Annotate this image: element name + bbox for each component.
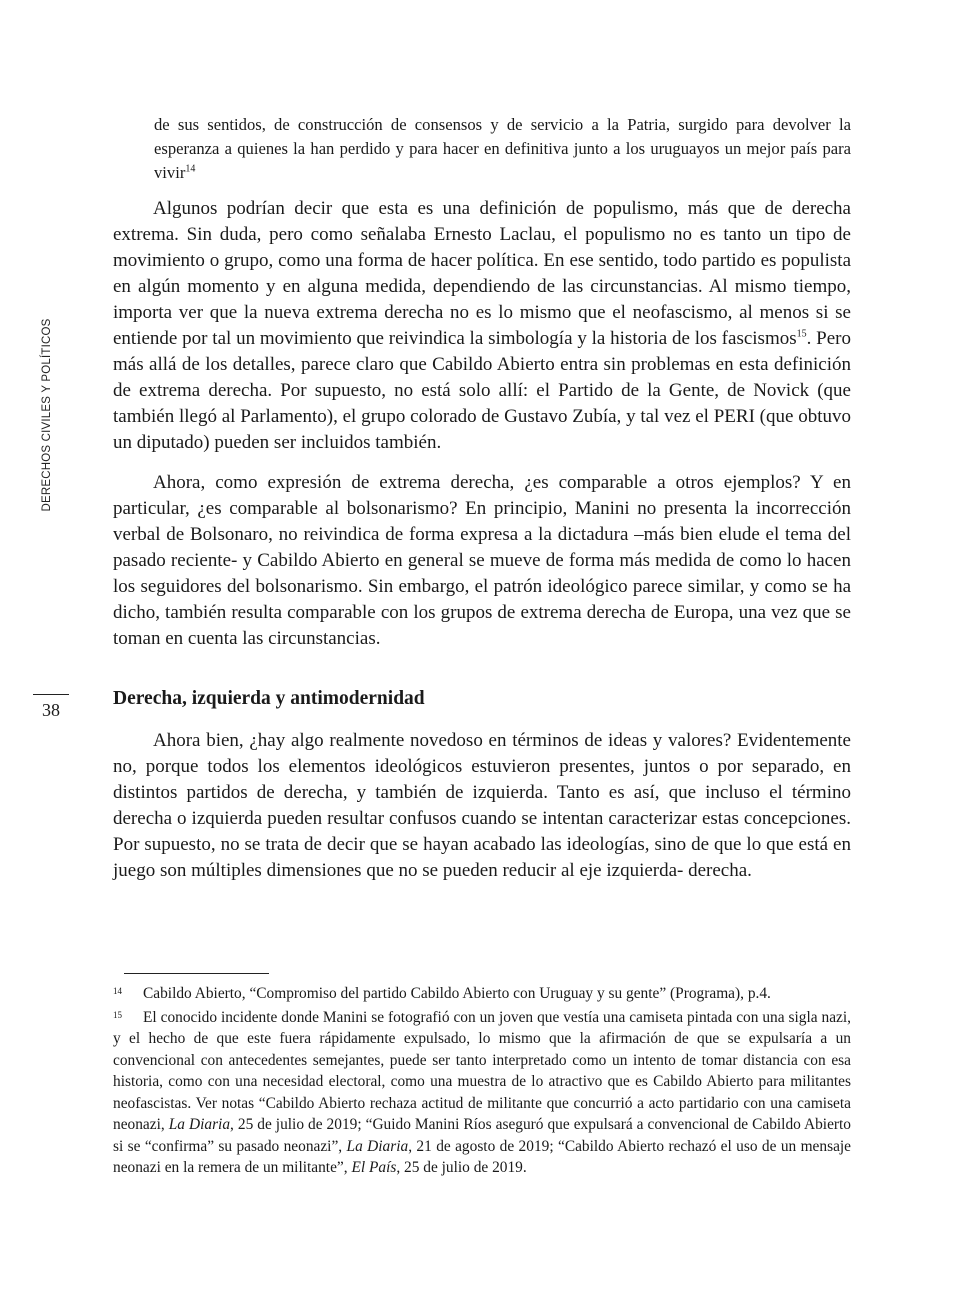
running-section-label: DERECHOS CIVILES Y POLÍTICOS: [41, 318, 53, 512]
page-number: 38: [42, 700, 60, 720]
paragraph-text: Algunos podrían decir que esta es una definición de populismo, más que de derecha extrema. Sin duda, pero como señalaba Ernesto Laclau, el populismo no es tanto un tipo de movimiento o grupo, como una forma de hacer política. En ese sentido, todo partido es populista en algún momento y en alguna medida, dependiendo de las circunstancias. Al mismo tiempo, importa ver que la nueva extrema derecha no es lo mismo que el neofascismo, al menos si se entiende por tal un movimiento que reivindica la simbología y la historia de los fascismos: [113, 198, 851, 349]
publication-name: La Diaria: [346, 1137, 409, 1155]
paragraph: Ahora bien, ¿hay algo realmente novedoso en términos de ideas y valores? Evidentemente no, porque todos los elementos ideológicos estuvieron presentes, juntos o por separado, en distintos partidos de derecha, y también de izquierda. Tanto es así, que incluso el término derecha o izquierda pueden resultar confusos cuando se intentan caracterizar estas concepciones. Por supuesto, no se trata de decir que se hayan acabado las ideologías, sino de que lo que está en juego son múltiples dimensiones que no se pueden reducir al eje izquierda- derecha.: [113, 730, 851, 881]
quote-text: de sus sentidos, de construcción de consensos y de servicio a la Patria, surgido para devolver la esperanza a quienes la han perdido y para hacer en definitiva junto a los uruguayos un mejor país para vivir: [154, 115, 851, 182]
footnote-number: 15: [113, 1009, 122, 1020]
footnote-text: , 25 de julio de 2019.: [396, 1159, 527, 1176]
footnote-text: El conocido incidente donde Manini se fotografió con un joven que vestía una camiseta pintada con una sigla nazi, y el hecho de que este fuera rápidamente expulsado, lo mismo que la afirmación de que se expulsaría a un convencional con antecedentes semejantes, puede ser tanto interpretado como un intento de tomar distancia con esa historia, como con una necesidad electoral, como una muestra de lo atractivo que es Cabildo Abierto para militantes neofascistas. Ver notas “Cabildo Abierto rechaza actitud de militante que concurrió a acto partidario con una camiseta neonazi,: [113, 1008, 851, 1133]
section-heading: Derecha, izquierda y antimodernidad: [113, 688, 425, 709]
paragraph-text: . Pero más allá de los detalles, parece claro que Cabildo Abierto entra sin problemas en esta definición de extrema derecha. Por supuesto, no está solo allí: el Partido de la Gente, de Novick (que también llegó al Parlamento), el grupo colorado de Gustavo Zubía, y tal vez el PERI (que obtuvo un diputado) pueden ser incluidos también.: [113, 328, 852, 453]
footnote: [113, 981, 851, 1005]
footnote-text: , 21 de agosto de 2019; “Cabildo Abierto rechazó el uso de un mensaje neonazi en la remera de un militante”,: [113, 1137, 852, 1176]
paragraph: Ahora, como expresión de extrema derecha, ¿es comparable a otros ejemplos? Y en particular, ¿es comparable al bolsonarismo? En principio, Manini no presenta la incorrección verbal de Bolsonaro, no reivindica de forma expresa a la dictadura –más bien elude el tema del pasado reciente- y Cabildo Abierto en general se mueve de forma más medida de como lo hacen los seguidores del bolsonarismo. Sin embargo, el patrón ideológico parece similar, y como se ha dicho, también resulta comparable con los grupos de extrema derecha de Europa, una vez que se toman en cuenta las circunstancias.: [113, 472, 851, 649]
footnote-number: 14: [113, 986, 122, 996]
paragraph: [113, 196, 851, 456]
footnotes: [113, 981, 851, 1179]
publication-name: El País: [351, 1159, 397, 1176]
footnote-ref-15[interactable]: 15: [796, 328, 807, 340]
footnote-ref-14[interactable]: 14: [185, 163, 196, 175]
footnote-separator: [124, 973, 269, 974]
page-number-rule: [33, 694, 69, 695]
block-quote: [154, 113, 851, 185]
footnote: [113, 1005, 851, 1179]
footnote-text: , 25 de julio de 2019; “Guido Manini Ríos aseguró que expulsará a convencional de Cabildo Abierto si se “confirma” su pasado neonazi”,: [113, 1116, 851, 1155]
footnote-text: Cabildo Abierto, “Compromiso del partido Cabildo Abierto con Uruguay y su gente” (Programa), p.4.: [143, 985, 771, 1002]
publication-name: La Diaria: [168, 1116, 231, 1133]
